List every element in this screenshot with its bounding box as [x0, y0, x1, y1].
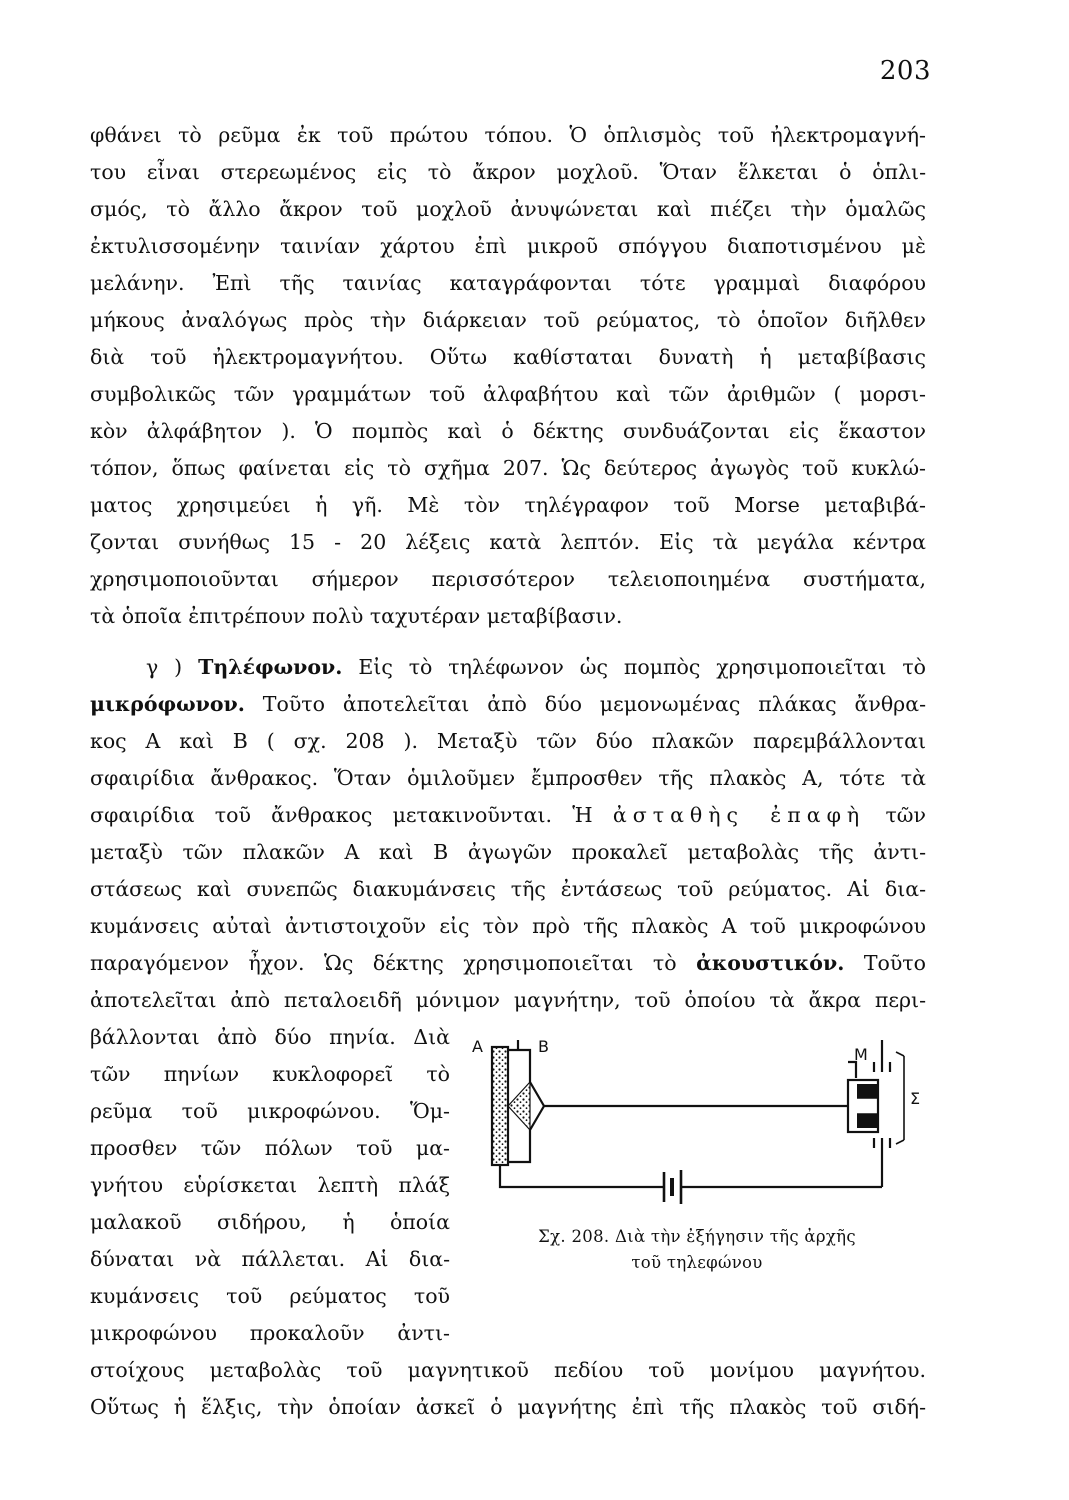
text-span: σφαιρίδια τοῦ ἄνθρακος μετακινοῦνται. Ἡ: [90, 803, 613, 827]
carbon-plate-a: [492, 1047, 508, 1165]
text-line: κὸν ἀλφάβητον ). Ὁ πομπὸς καὶ ὁ δέκτης συνδυάζονται εἰς ἕκαστον: [90, 419, 926, 443]
label-b: B: [538, 1037, 549, 1056]
text-line: του εἶναι στερεωμένος εἰς τὸ ἄκρον μοχλοῦ. Ὅταν ἕλκεται ὁ ὁπλι-: [90, 160, 926, 184]
text-line: ρεῦμα τοῦ μικροφώνου. Ὅμ-: [90, 1099, 450, 1123]
text-line: σμός, τὸ ἄλλο ἄκρον τοῦ μοχλοῦ ἀνυψώνεται καὶ πιέζει τὴν ὁμαλῶς: [90, 197, 926, 221]
term-microphone: μικρόφωνον.: [90, 692, 245, 716]
text-span: τῶν: [865, 803, 926, 827]
text-line: βάλλονται ἀπὸ δύο πηνία. Διὰ: [90, 1025, 450, 1049]
text-line: κυμάνσεις τοῦ ρεύματος τοῦ: [90, 1284, 450, 1308]
text-line: [90, 798, 926, 832]
text-line: μικροφώνου προκαλοῦν ἀντι-: [90, 1321, 450, 1345]
text-line: γνήτου εὑρίσκεται λεπτὴ πλάξ: [90, 1173, 450, 1197]
section-marker: γ ): [146, 655, 199, 679]
text-span: Εἰς τὸ τηλέφωνον ὡς πομπὸς χρησιμοποιεῖται τὸ: [342, 655, 926, 679]
text-line: ἀποτελεῖται ἀπὸ πεταλοειδῆ μόνιμον μαγνήτην, τοῦ ὁποίου τὰ ἄκρα περι-: [90, 988, 926, 1012]
text-span: Τοῦτο ἀποτελεῖται ἀπὸ δύο μεμονωμένας πλάκας ἄνθρα-: [244, 692, 926, 716]
spaced-emphasis: ἀσταθὴς ἐπαφὴ: [612, 803, 866, 827]
text-span: Τοῦτο: [844, 951, 926, 975]
text-line: συμβολικῶς τῶν γραμμάτων τοῦ ἀλφαβήτου καὶ τῶν ἀριθμῶν ( μορσι-: [90, 382, 926, 406]
text-line: [90, 687, 926, 721]
label-a: A: [472, 1037, 483, 1056]
text-line: [90, 650, 926, 684]
text-line: κος Α καὶ Β ( σχ. 208 ). Μεταξὺ τῶν δύο πλακῶν παρεμβάλλονται: [90, 729, 926, 753]
text-line: ἐκτυλισσομένην ταινίαν χάρτου ἐπὶ μικροῦ σπόγγου διαποτισμένου μὲ: [90, 234, 926, 258]
page-number: 203: [879, 56, 931, 86]
text-line: τὰ ὁποῖα ἐπιτρέπουν πολὺ ταχυτέραν μεταβίβασιν.: [90, 604, 623, 628]
figure-caption-line-1: Σχ. 208. Διὰ τὴν ἐξήγησιν τῆς ἀρχῆς: [538, 1227, 856, 1246]
text-line: προσθεν τῶν πόλων τοῦ μα-: [90, 1136, 450, 1160]
text-line: διὰ τοῦ ἠλεκτρομαγνήτου. Οὕτω καθίσταται δυνατὴ ἡ μεταβίβασις: [90, 345, 926, 369]
label-sigma: Σ: [910, 1089, 921, 1108]
text-line: δύναται νὰ πάλλεται. Αἱ δια-: [90, 1247, 450, 1271]
wire-bottom-left: [500, 1165, 664, 1187]
text-line: τῶν πηνίων κυκλοφορεῖ τὸ: [90, 1062, 450, 1086]
text-line: σφαιρίδια ἄνθρακος. Ὅταν ὁμιλοῦμεν ἔμπροσθεν τῆς πλακὸς Α, τότε τὰ: [90, 766, 926, 790]
term-telephone: Τηλέφωνον.: [198, 655, 343, 679]
text-line: στάσεως καὶ συνεπῶς διακυμάνσεις τῆς ἐντάσεως τοῦ ρεύματος. Αἱ δια-: [90, 877, 926, 901]
diaphragm: [848, 1062, 856, 1078]
label-m: M: [854, 1045, 868, 1064]
text-line: μαλακοῦ σιδήρου, ἡ ὁποία: [90, 1210, 450, 1234]
text-line: μελάνην. Ἐπὶ τῆς ταινίας καταγράφονται τότε γραμμαὶ διαφόρου: [90, 271, 926, 295]
figure-caption-line-2: τοῦ τηλεφώνου: [631, 1253, 763, 1272]
text-line: ζονται συνήθως 15 - 20 λέξεις κατὰ λεπτόν. Εἰς τὰ μεγάλα κέντρα: [90, 530, 926, 554]
text-line: ματος χρησιμεύει ἡ γῆ. Μὲ τὸν τηλέγραφον τοῦ Morse μεταβιβά-: [90, 493, 926, 517]
term-earpiece: ἀκουστικόν.: [696, 951, 845, 975]
text-line: τόπον, ὅπως φαίνεται εἰς τὸ σχῆμα 207. Ὡς δεύτερος ἀγωγὸς τοῦ κυκλώ-: [90, 456, 926, 480]
text-line: στοίχους μεταβολὰς τοῦ μαγνητικοῦ πεδίου τοῦ μονίμου μαγνήτου.: [90, 1358, 926, 1382]
text-line: κυμάνσεις αὐταὶ ἀντιστοιχοῦν εἰς τὸν πρὸ τῆς πλακὸς Α τοῦ μικροφώνου: [90, 914, 926, 938]
text-line: Οὕτως ἡ ἕλξις, τὴν ὁποίαν ἀσκεῖ ὁ μαγνήτης ἐπὶ τῆς πλακὸς τοῦ σιδή-: [90, 1395, 926, 1419]
text-line: [90, 946, 926, 980]
text-line: μήκους ἀναλόγως πρὸς τὴν διάρκειαν τοῦ ρεύματος, τὸ ὁποῖον διῆλθεν: [90, 308, 926, 332]
text-line: μεταξὺ τῶν πλακῶν Α καὶ Β ἀγωγῶν προκαλεῖ μεταβολὰς τῆς ἀντι-: [90, 840, 926, 864]
figure-telephone-diagram: [462, 1032, 932, 1222]
circuit-wires: [492, 1040, 904, 1204]
text-span: παραγόμενον ἦχον. Ὡς δέκτης χρησιμοποιεῖται τὸ: [90, 951, 697, 975]
text-line: φθάνει τὸ ρεῦμα ἐκ τοῦ πρώτου τόπου. Ὁ ὁπλισμὸς τοῦ ἠλεκτρομαγνή-: [90, 123, 926, 147]
text-line: χρησιμοποιοῦνται σήμερον περισσότερον τελειοποιημένα συστήματα,: [90, 567, 926, 591]
